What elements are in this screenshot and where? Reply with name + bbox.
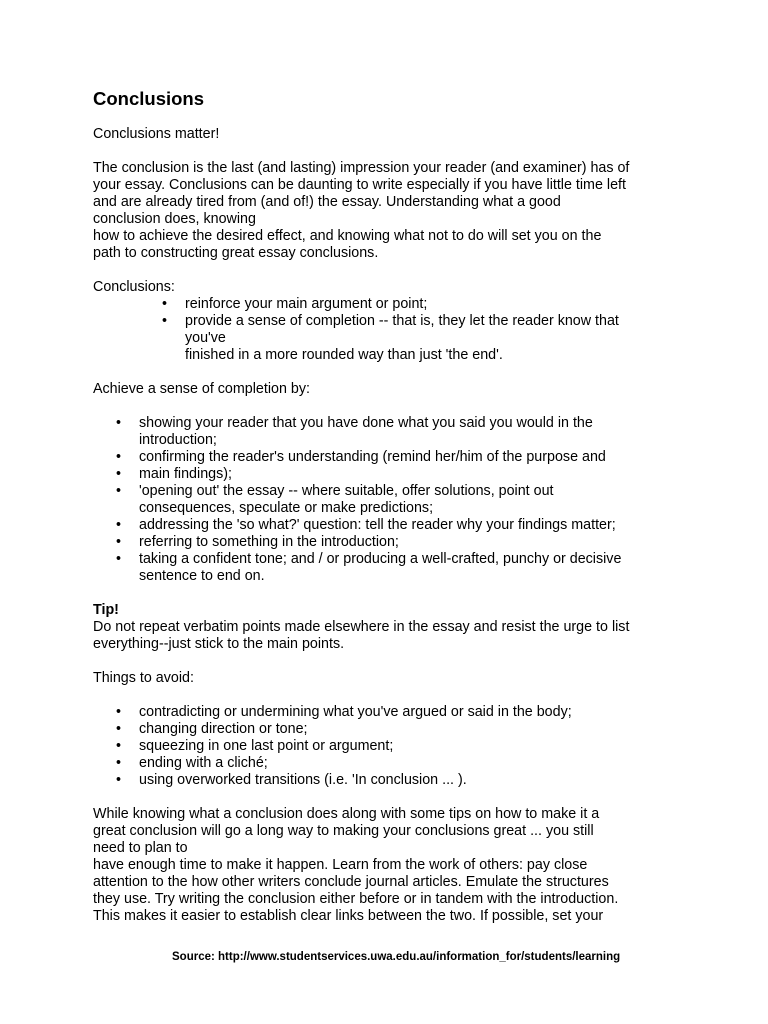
list-item-text: referring to something in the introduction; bbox=[139, 534, 399, 550]
bullet-icon: • bbox=[116, 738, 122, 754]
list-item-text: sentence to end on. bbox=[139, 568, 265, 584]
bullet-icon: • bbox=[116, 755, 122, 771]
list-item bbox=[93, 704, 683, 721]
text-line: Do not repeat verbatim points made elsewhere in the essay and resist the urge to list bbox=[93, 619, 630, 635]
avoid-label: Things to avoid: bbox=[93, 670, 194, 686]
text-line: path to constructing great essay conclusions. bbox=[93, 245, 379, 261]
list-item-text: reinforce your main argument or point; bbox=[185, 296, 428, 312]
list-item-text: using overworked transitions (i.e. 'In conclusion ... ). bbox=[139, 772, 467, 788]
list-item-text: showing your reader that you have done what you said you would in the bbox=[139, 415, 593, 431]
completion-list bbox=[93, 415, 683, 585]
bullet-icon: • bbox=[162, 313, 168, 329]
text-line: everything--just stick to the main points. bbox=[93, 636, 345, 652]
bullet-icon: • bbox=[116, 483, 122, 499]
bullet-icon: • bbox=[116, 517, 122, 533]
list-item bbox=[93, 313, 683, 364]
intro-paragraph bbox=[93, 160, 683, 262]
text-line: have enough time to make it happen. Learn from the work of others: pay close bbox=[93, 857, 588, 873]
document-page bbox=[93, 88, 683, 925]
list-item-text: confirming the reader's understanding (remind her/him of the purpose and bbox=[139, 449, 606, 465]
text-line: they use. Try writing the conclusion either before or in tandem with the introduction. bbox=[93, 891, 619, 907]
list-item-text: main findings); bbox=[139, 466, 232, 482]
bullet-icon: • bbox=[116, 721, 122, 737]
list-item-text: addressing the 'so what?' question: tell the reader why your findings matter; bbox=[139, 517, 616, 533]
list-item-text: finished in a more rounded way than just 'the end'. bbox=[185, 347, 503, 363]
tip-text bbox=[93, 619, 683, 653]
text-line: great conclusion will go a long way to making your conclusions great ... you still bbox=[93, 823, 594, 839]
list-item-text: changing direction or tone; bbox=[139, 721, 308, 737]
text-line: attention to the how other writers conclude journal articles. Emulate the structures bbox=[93, 874, 609, 890]
list-item bbox=[93, 551, 683, 585]
closing-paragraph bbox=[93, 806, 683, 925]
list-item-text: consequences, speculate or make predictions; bbox=[139, 500, 434, 516]
conclusions-label: Conclusions: bbox=[93, 279, 175, 295]
bullet-icon: • bbox=[116, 415, 122, 431]
bullet-icon: • bbox=[116, 704, 122, 720]
bullet-icon: • bbox=[116, 449, 122, 465]
list-item-text: you've bbox=[185, 330, 226, 346]
list-item-text: ending with a cliché; bbox=[139, 755, 268, 771]
list-item bbox=[93, 449, 683, 466]
text-line: The conclusion is the last (and lasting) impression your reader (and examiner) has of bbox=[93, 160, 630, 176]
bullet-icon: • bbox=[116, 534, 122, 550]
text-line: how to achieve the desired effect, and knowing what not to do will set you on the bbox=[93, 228, 602, 244]
text-line: and are already tired from (and of!) the essay. Understanding what a good bbox=[93, 194, 561, 210]
list-item-text: taking a confident tone; and / or producing a well-crafted, punchy or decisive bbox=[139, 551, 622, 567]
list-item bbox=[93, 738, 683, 755]
list-item-text: contradicting or undermining what you've argued or said in the body; bbox=[139, 704, 572, 720]
list-item bbox=[93, 517, 683, 534]
avoid-list bbox=[93, 704, 683, 789]
conclusions-list bbox=[93, 296, 683, 364]
completion-label: Achieve a sense of completion by: bbox=[93, 381, 310, 397]
bullet-icon: • bbox=[162, 296, 168, 312]
source-footer: Source: http://www.studentservices.uwa.edu.au/information_for/students/learning bbox=[172, 951, 621, 963]
bullet-icon: • bbox=[116, 466, 122, 482]
list-item bbox=[93, 483, 683, 517]
list-item-text: 'opening out' the essay -- where suitable, offer solutions, point out bbox=[139, 483, 554, 499]
list-item bbox=[93, 466, 683, 483]
list-item bbox=[93, 721, 683, 738]
intro-heading: Conclusions matter! bbox=[93, 126, 220, 142]
list-item bbox=[93, 534, 683, 551]
bullet-icon: • bbox=[116, 772, 122, 788]
text-line: need to plan to bbox=[93, 840, 188, 856]
list-item bbox=[93, 755, 683, 772]
text-line: your essay. Conclusions can be daunting to write especially if you have little time left bbox=[93, 177, 626, 193]
bullet-icon: • bbox=[116, 551, 122, 567]
list-item-text: introduction; bbox=[139, 432, 217, 448]
list-item bbox=[93, 772, 683, 789]
text-line: This makes it easier to establish clear links between the two. If possible, set your bbox=[93, 908, 604, 924]
page-title: Conclusions bbox=[93, 88, 205, 109]
text-line: conclusion does, knowing bbox=[93, 211, 256, 227]
tip-label: Tip! bbox=[93, 602, 119, 618]
list-item bbox=[93, 296, 683, 313]
list-item bbox=[93, 415, 683, 449]
list-item-text: squeezing in one last point or argument; bbox=[139, 738, 394, 754]
text-line: While knowing what a conclusion does along with some tips on how to make it a bbox=[93, 806, 600, 822]
list-item-text: provide a sense of completion -- that is, they let the reader know that bbox=[185, 313, 619, 329]
